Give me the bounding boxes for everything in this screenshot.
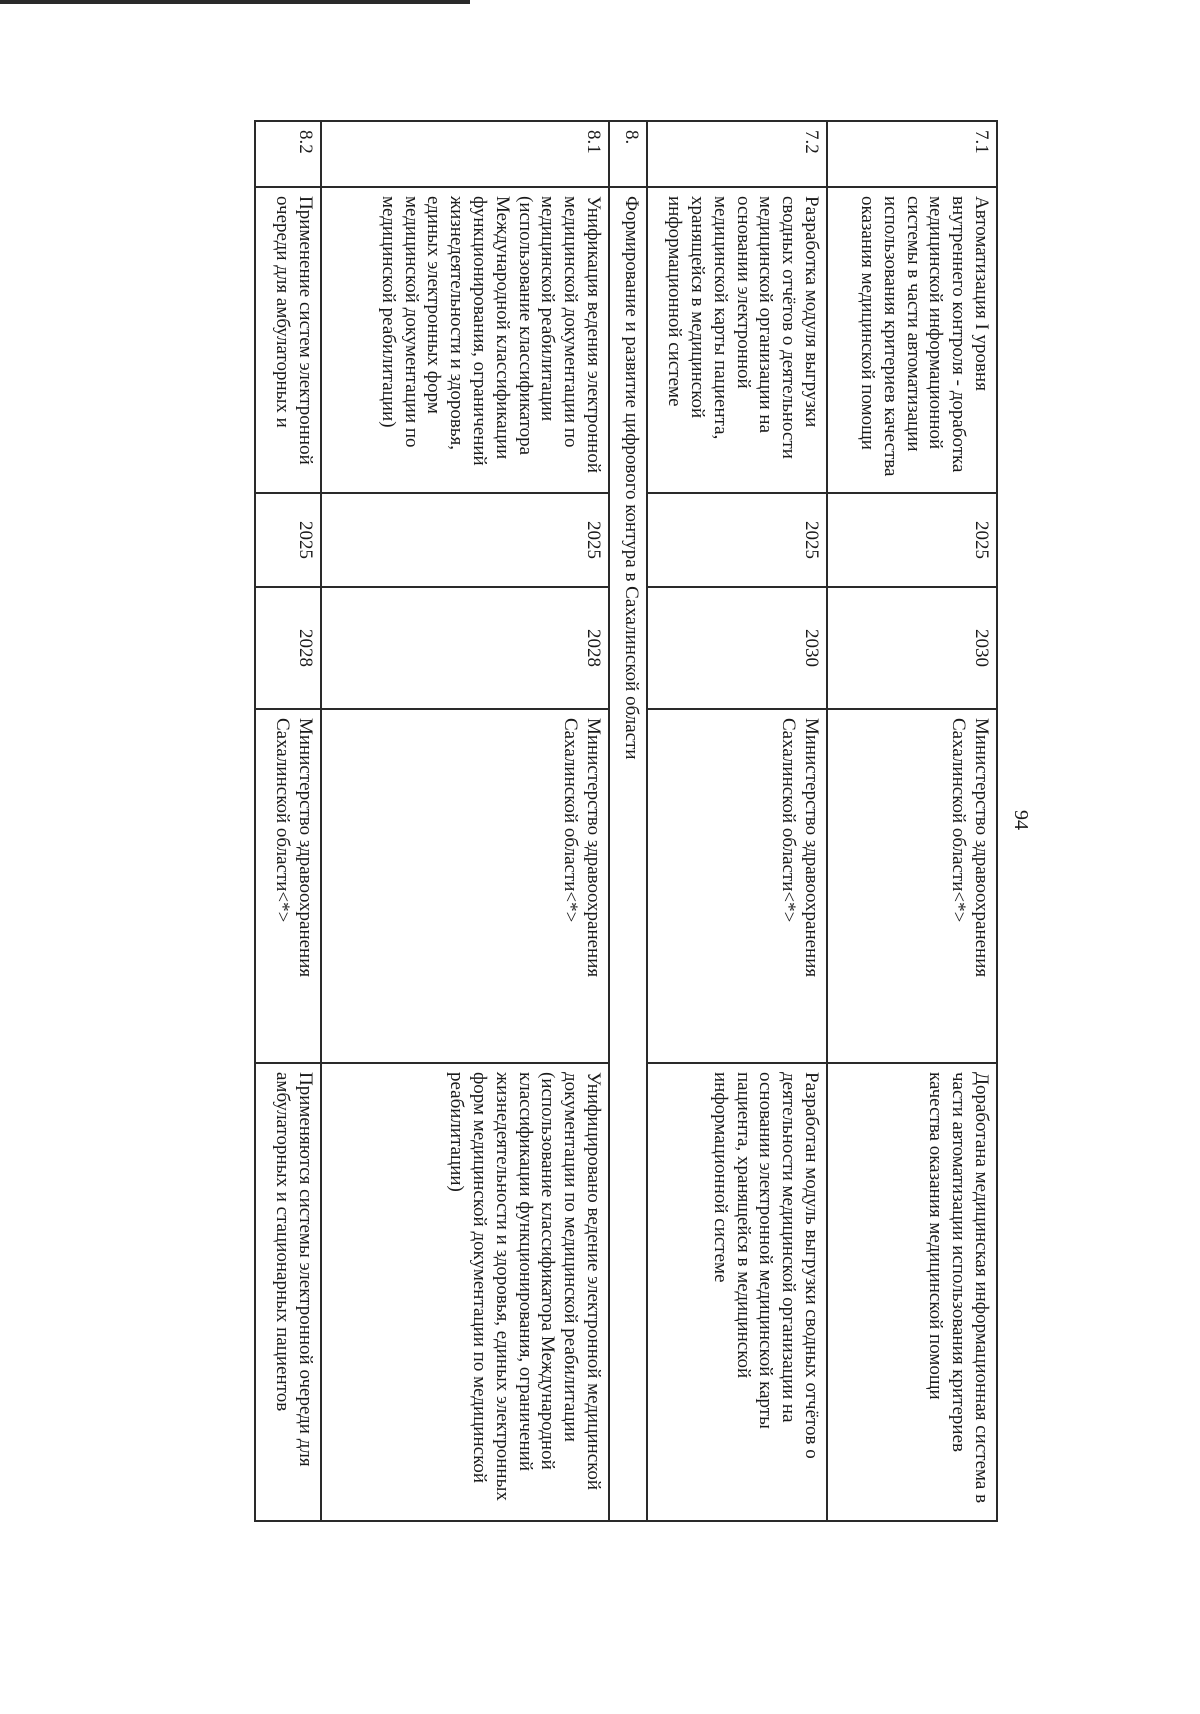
table-row bbox=[827, 121, 997, 1521]
section-row bbox=[609, 121, 647, 1521]
expected-result: Разработан модуль выгрузки сводных отчётов о деятельности медицинской организации на основании электронной медицинской карты пациента, хранящейся в медицинской информационной системе bbox=[647, 1063, 827, 1521]
responsible-executor: Министерство здравоохранения Сахалинской области<*> bbox=[255, 709, 321, 1063]
expected-result: Применяются системы электронной очереди для амбулаторных и стационарных пациентов bbox=[255, 1063, 321, 1521]
section-number: 8. bbox=[609, 121, 647, 187]
start-year: 2025 bbox=[255, 493, 321, 587]
rotated-page bbox=[180, 120, 1050, 1520]
end-year: 2028 bbox=[321, 587, 609, 709]
start-year: 2025 bbox=[827, 493, 997, 587]
measure-name: Применение систем электронной очереди для амбулаторных и bbox=[255, 187, 321, 493]
expected-result: Унифицировано ведение электронной медицинской документации по медицинской реабилитации (использование классификатора Международной классификации функционирования, ограничений жизнедеятельности и здоровья, единых электронных форм медицинской документации по медицинской реабилитации) bbox=[321, 1063, 609, 1521]
responsible-executor: Министерство здравоохранения Сахалинской области<*> bbox=[827, 709, 997, 1063]
row-number: 8.1 bbox=[321, 121, 609, 187]
start-year: 2025 bbox=[647, 493, 827, 587]
measure-name: Автоматизация I уровня внутреннего контроля - доработка медицинской информационной системы в части автоматизации использования критериев качества оказания медицинской помощи bbox=[827, 187, 997, 493]
row-number: 7.1 bbox=[827, 121, 997, 187]
end-year: 2028 bbox=[255, 587, 321, 709]
scan-edge-line bbox=[0, 0, 470, 4]
table-row bbox=[321, 121, 609, 1521]
end-year: 2030 bbox=[827, 587, 997, 709]
table-row bbox=[647, 121, 827, 1521]
responsible-executor: Министерство здравоохранения Сахалинской области<*> bbox=[647, 709, 827, 1063]
responsible-executor: Министерство здравоохранения Сахалинской области<*> bbox=[321, 709, 609, 1063]
measure-name: Унификация ведения электронной медицинской документации по медицинской реабилитации (использование классификатора Международной классификации функционирования, ограничений жизнедеятельности и здоровья, единых электронных форм медицинской документации по медицинской реабилитации) bbox=[321, 187, 609, 493]
section-title: Формирование и развитие цифрового контура в Сахалинской области bbox=[609, 187, 647, 1521]
measure-name: Разработка модуля выгрузки сводных отчётов о деятельности медицинской организации на основании электронной медицинской карты пациента, хранящейся в медицинской информационной системе bbox=[647, 187, 827, 493]
start-year: 2025 bbox=[321, 493, 609, 587]
page-number: 94 bbox=[1010, 810, 1032, 830]
row-number: 8.2 bbox=[255, 121, 321, 187]
table-row bbox=[255, 121, 321, 1521]
end-year: 2030 bbox=[647, 587, 827, 709]
measures-table bbox=[254, 120, 998, 1522]
expected-result: Доработана медицинская информационная система в части автоматизации использования критериев качества оказания медицинской помощи bbox=[827, 1063, 997, 1521]
row-number: 7.2 bbox=[647, 121, 827, 187]
